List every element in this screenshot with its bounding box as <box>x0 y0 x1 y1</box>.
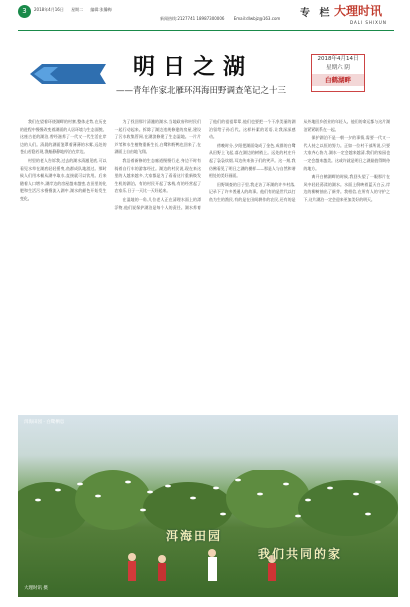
article-paragraph: 在湿地的一角,几位老人正在清理水面上的漂浮物,他们说保护湖泊是每个人的责任。湖水养育了他们的祖祖辈辈,他们也要把一个干净美丽的湖泊留给子孙后代。这样朴素的话语,让我深深感动。 <box>114 119 296 210</box>
brand-logo: 大理时讯 <box>334 4 383 18</box>
header-meta <box>34 7 118 13</box>
article-paragraph: 离开白鹤湖畔的时候,我回头望了一眼那片在风中轻轻荡漾的湖水。水面上倒映着蓝天白云,岸边的柳树抽出了新芽。我相信,在所有人的守护之下,这片湖泊一定会迎来更加美好的明天。 <box>303 174 390 202</box>
header-contact <box>160 16 288 22</box>
photo-credit: 大理时讯 摄 <box>24 586 48 591</box>
dateline-place: 白鹤湖畔 <box>312 74 364 86</box>
issue-date: 2018年4月16日 <box>34 7 64 12</box>
article-paragraph: 为了找回那片清澈的湖水,当地政府和村民们一起行动起来。拆除了湖边违规修建的房屋,建设了污水收集管网,在湖滨修建了生态湿地。一片片芦苇和水生植物重新生长,白鹭和野鸭也回来了,在湖面上自由地飞翔。 <box>114 119 201 155</box>
article-paragraph: 村里的老人告诉我,过去的湖水清澈见底,可以看见水草在湖底轻轻摇曳,鱼群成队地游过。那时候人们用木桶从湖中取水,直接就可以饮用。后来随着人口增多,湖岸边的房屋越来越密,农田里的化肥和生活污水慢慢流入湖中,湖水的颜色开始发生变化。 <box>20 157 107 201</box>
photo-slogan-left: 洱海田园 <box>166 529 223 543</box>
page-number-badge: 3 <box>18 5 31 18</box>
photo-caption: 洱海田园 · 白鹭栖息 <box>24 420 65 425</box>
photo-slogan-right: 我们共同的家 <box>258 547 343 561</box>
header-divider <box>18 30 394 31</box>
hotline: 新闻热线:2127741 18987300006 <box>160 16 225 21</box>
article-paragraph: 我们在望着环绕湖畔的村寨,整体走势,在历史的进程中慢慢改变着湖面的人居环境与生态面貌。这座古老的湖泊,曾经滋养了一代又一代生活在岸边的人们。清晨的湖面笼罩着薄薄的水雾,远处的苍山若隐若现,渔船静静地停泊在岸边。 <box>20 119 107 155</box>
feature-photo <box>18 415 398 597</box>
email: Email:dlwbjz@163.com <box>233 16 281 21</box>
issue-weekday: 星期二 <box>71 7 84 12</box>
dateline-date: 2018年4月14日 <box>317 56 359 62</box>
article-paragraph: 傍晚时分,夕阳把湖面染成了金色,成群的白鹭从田野上飞起,落在湖边的树梢上。远处的村庄升起了袅袅炊烟,耳边传来孩子们的笑声。这一刻,我仿佛看见了明日之湖的模样——那是人与自然和谐相处的美好画面。 <box>209 142 296 179</box>
brand-pinyin: DALI SHIXUN <box>350 20 387 25</box>
article-body <box>20 118 390 408</box>
article-paragraph: 保护湖泊不是一朝一夕的事情,需要一代又一代人持之以恒的努力。正如一位村干部所说,只要大家齐心协力,湖水一定会越来越清,我们的家园也一定会越来越美。这或许就是明日之湖最值得期待的地方。 <box>303 135 390 171</box>
article-subtitle: ——青年作家北雁环洱海田野调查笔记之十三 <box>116 86 287 96</box>
dateline-box <box>311 54 365 92</box>
article-paragraph: 田野调查的日子里,我走访了环湖的许多村落,记录下了许多普通人的故事。他们有的是世代以打鱼为生的渔民,有的是在田间耕作的农民,还有的是从外地回乡创业的年轻人。他们的命运都与这片湖泊紧紧联系在一起。 <box>209 119 390 202</box>
serial-tag-label: 连 载 <box>48 50 83 63</box>
dateline-weather: 星期六 阴 <box>326 65 350 71</box>
article-title: 明日之湖 <box>133 54 254 80</box>
section-name: 专 栏 <box>300 8 333 19</box>
page-header <box>0 0 410 34</box>
serial-tag-icon <box>28 60 108 88</box>
article-title-block <box>18 40 394 112</box>
article-paragraph: 我沿着新修的生态廊道慢慢行走,身边不时有骑着自行车的游客经过。湖边的村民说,现在来这里的人越来越多,大家都是为了看看这片重新焕发生机的湖泊。有的村民开起了客栈,有的经营起了农家乐,日子一天比一天好起来。 <box>114 157 201 194</box>
issue-editor: 编辑:张馨梅 <box>90 7 112 12</box>
